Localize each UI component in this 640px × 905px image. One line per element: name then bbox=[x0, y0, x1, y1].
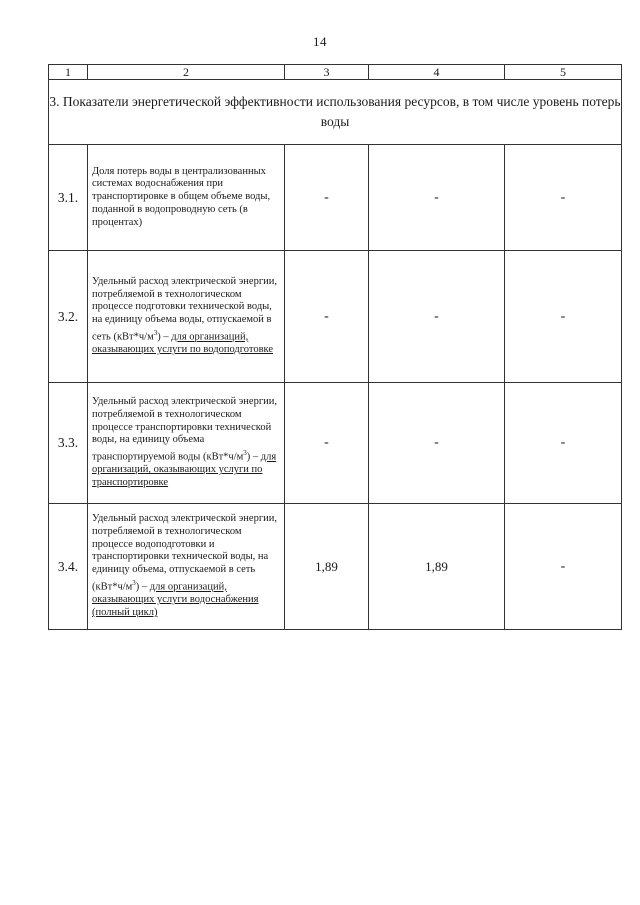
value-col4: - bbox=[369, 251, 505, 383]
value-col5: - bbox=[505, 251, 622, 383]
value-col3: - bbox=[285, 383, 369, 504]
header-cell: 4 bbox=[369, 65, 505, 80]
row-description-dash: ) – bbox=[157, 331, 172, 343]
table-row bbox=[49, 251, 622, 383]
row-description-text: Удельный расход электрической энергии, потребляемой в технологическом процессе водоподготовки и транспортировки технической воды, на единицу объема, отпускаемой в сеть (кВт*ч/м bbox=[92, 513, 278, 593]
row-description-dash: ) – bbox=[135, 581, 150, 593]
unit-superscript: 3 bbox=[132, 579, 136, 588]
value-col4: - bbox=[369, 383, 505, 504]
header-cell: 1 bbox=[49, 65, 88, 80]
row-description-dash: ) – bbox=[246, 451, 261, 463]
row-description-text: Удельный расход электрической энергии, потребляемой в технологическом процессе подготовки технической воды, на единицу объема воды, отпускаемой в сеть (кВт*ч/м bbox=[92, 275, 278, 343]
value-col4: 1,89 bbox=[369, 504, 505, 630]
row-description bbox=[88, 251, 285, 383]
table-row bbox=[49, 383, 622, 504]
row-description-text: Доля потерь воды в централизованных системах водоснабжения при транспортировке в общем объеме воды, поданной в водопроводную сеть (в процентах) bbox=[92, 165, 271, 228]
section-title-row bbox=[49, 80, 622, 145]
page-number: 14 bbox=[313, 34, 327, 49]
value-col5: - bbox=[505, 383, 622, 504]
header-cell: 3 bbox=[285, 65, 369, 80]
indicators-table bbox=[48, 64, 622, 630]
header-cell: 5 bbox=[505, 65, 622, 80]
value-col4: - bbox=[369, 145, 505, 251]
row-description bbox=[88, 383, 285, 504]
unit-superscript: 3 bbox=[243, 449, 247, 458]
row-number: 3.2. bbox=[49, 251, 88, 383]
value-col5: - bbox=[505, 504, 622, 630]
row-description bbox=[88, 145, 285, 251]
value-col3: - bbox=[285, 251, 369, 383]
row-description bbox=[88, 504, 285, 630]
row-description-scope: для организаций, оказывающих услуги по водоподготовке bbox=[92, 331, 274, 356]
value-col5: - bbox=[505, 145, 622, 251]
value-col3: 1,89 bbox=[285, 504, 369, 630]
row-description-scope: для организаций, оказывающих услуги по транспортировке bbox=[92, 451, 277, 489]
value-col3: - bbox=[285, 145, 369, 251]
row-number: 3.3. bbox=[49, 383, 88, 504]
table-header-row bbox=[49, 65, 622, 80]
table-row bbox=[49, 145, 622, 251]
table-row bbox=[49, 504, 622, 630]
unit-superscript: 3 bbox=[153, 329, 158, 338]
section-title: 3. Показатели энергетической эффективности использования ресурсов, в том числе уровень потерь воды bbox=[49, 80, 622, 145]
row-number: 3.1. bbox=[49, 145, 88, 251]
row-number: 3.4. bbox=[49, 504, 88, 630]
header-cell: 2 bbox=[88, 65, 285, 80]
row-description-text: Удельный расход электрической энергии, потребляемой в технологическом процессе транспортировки технической воды, на единицу объема транспортируемой воды (кВт*ч/м bbox=[92, 395, 278, 463]
row-description-scope: для организаций, оказывающих услуги водоснабжения (полный цикл) bbox=[92, 581, 259, 619]
